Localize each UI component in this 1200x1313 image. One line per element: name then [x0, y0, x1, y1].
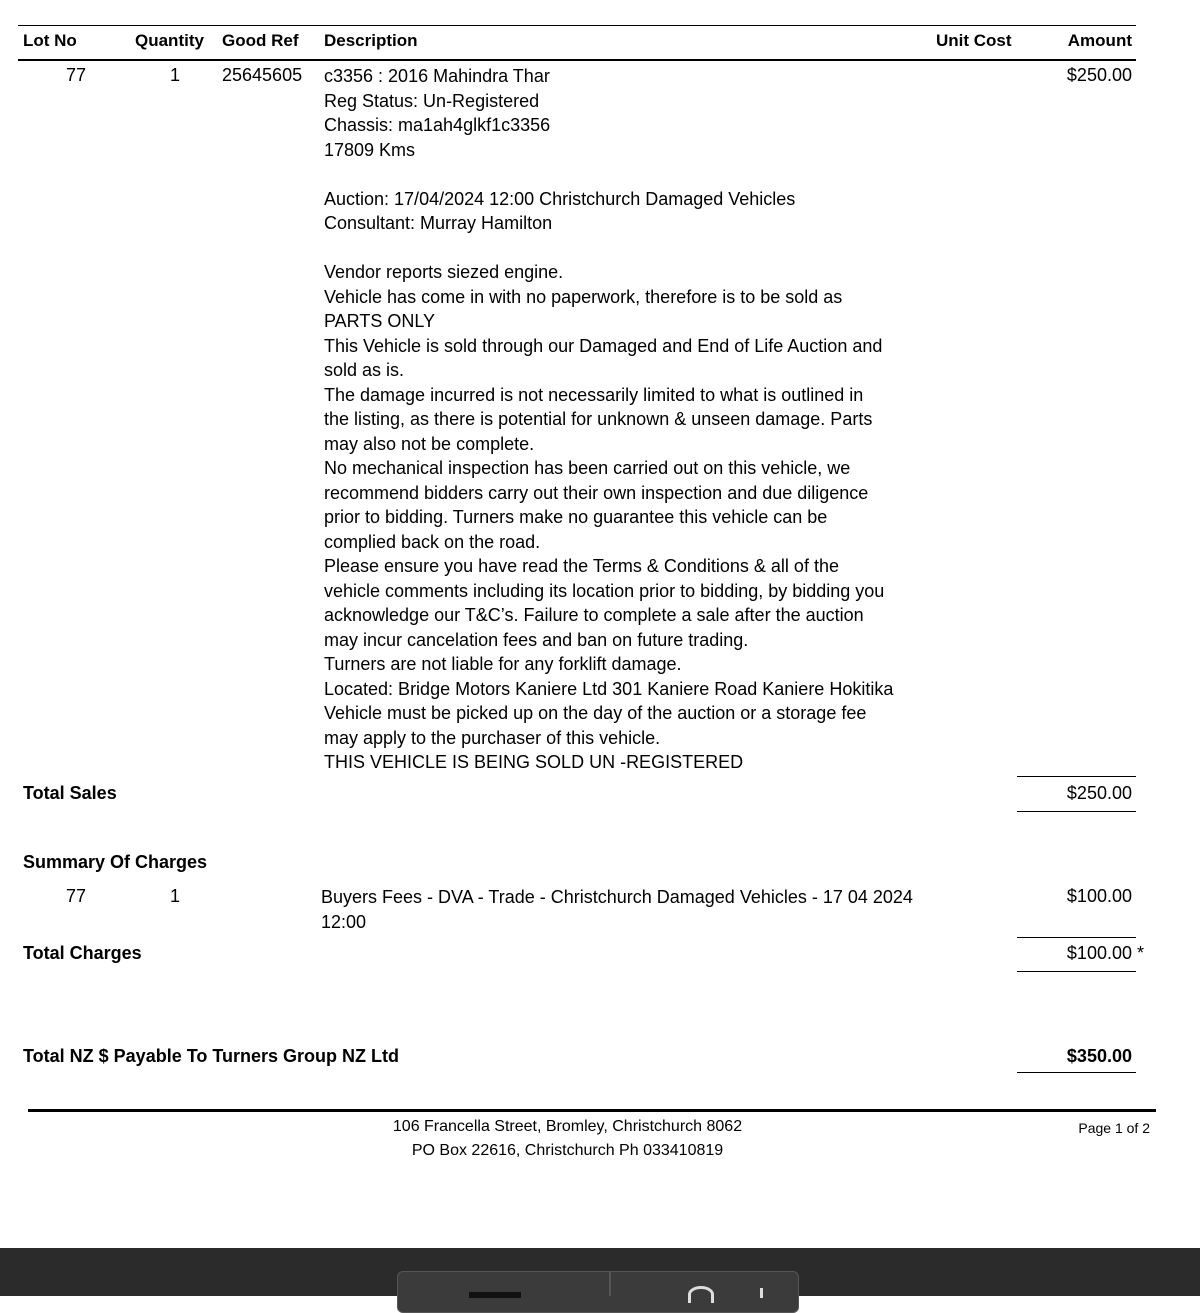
desc-line: No mechanical inspection has been carried out on this vehicle, we [324, 458, 851, 478]
item-amount: $250.00 [1066, 65, 1132, 85]
header-amount: Amount [1067, 31, 1132, 50]
total-payable-label: Total NZ $ Payable To Turners Group NZ Ltd [23, 1046, 400, 1066]
item-lot-no: 77 [65, 65, 86, 85]
summary-title: Summary Of Charges [23, 852, 208, 872]
total-charges-amount: $100.00 [1066, 943, 1132, 963]
item-quantity: 1 [169, 65, 180, 85]
page-thumbnail-icon[interactable] [469, 1292, 521, 1298]
footer-rule [28, 1109, 1156, 1112]
search-icon[interactable] [688, 1286, 714, 1303]
summary-description [321, 885, 913, 934]
header-description: Description [324, 31, 418, 50]
desc-line: may incur cancelation fees and ban on future trading. [324, 629, 749, 650]
desc-line: prior to bidding. Turners make no guarantee this vehicle can be [324, 507, 828, 527]
item-description [324, 64, 893, 775]
total-charges-bottom-rule [1017, 971, 1136, 972]
desc-line: Auction: 17/04/2024 12:00 Christchurch Damaged Vehicles [324, 188, 796, 209]
total-charges-label: Total Charges [23, 943, 142, 963]
summary-quantity: 1 [169, 886, 180, 906]
summary-lot-no: 77 [65, 886, 86, 906]
item-good-ref: 25645605 [222, 65, 303, 85]
desc-line: Reg Status: Un-Registered [324, 90, 540, 111]
header-bottom-rule [18, 59, 1136, 61]
desc-line: complied back on the road. [324, 531, 541, 552]
header-top-rule [18, 25, 1136, 26]
total-charges-top-rule [1017, 937, 1136, 938]
desc-line: recommend bidders carry out their own inspection and due diligence [324, 482, 869, 503]
summary-desc-line: Buyers Fees - DVA - Trade - Christchurch Damaged Vehicles - 17 04 2024 [321, 887, 913, 907]
header-good-ref: Good Ref [222, 31, 299, 50]
footer-address-line2: PO Box 22616, Christchurch Ph 033410819 [411, 1142, 724, 1159]
header-unit-cost: Unit Cost [936, 31, 1012, 50]
desc-line: Vehicle must be picked up on the day of the auction or a storage fee [324, 703, 867, 723]
desc-line [324, 162, 893, 187]
viewer-toolbar-divider [609, 1271, 611, 1296]
total-sales-top-rule [1017, 776, 1136, 777]
total-payable-rule [1017, 1072, 1136, 1073]
desc-line: Vendor reports siezed engine. [324, 262, 564, 282]
desc-line: vehicle comments including its location prior to bidding, by bidding you [324, 580, 885, 601]
desc-line: the listing, as there is potential for unknown & unseen damage. Parts [324, 409, 873, 429]
desc-line: Please ensure you have read the Terms & Conditions & all of the [324, 556, 839, 576]
desc-line: The damage incurred is not necessarily limited to what is outlined in [324, 384, 864, 405]
total-sales-amount: $250.00 [1066, 783, 1132, 803]
desc-line: Chassis: ma1ah4glkf1c3356 [324, 115, 551, 135]
footer-address-line1: 106 Francella Street, Bromley, Christchurch 8062 [392, 1118, 743, 1135]
desc-line: Vehicle has come in with no paperwork, therefore is to be sold as [324, 286, 843, 307]
desc-line: may apply to the purchaser of this vehicle. [324, 727, 661, 748]
desc-line [324, 236, 893, 261]
viewer-toolbar[interactable] [397, 1271, 799, 1313]
total-sales-label: Total Sales [23, 783, 117, 803]
summary-amount: $100.00 [1066, 886, 1132, 906]
desc-line: acknowledge our T&C’s. Failure to complete a sale after the auction [324, 605, 864, 625]
total-sales-bottom-rule [1017, 811, 1136, 812]
desc-line: THIS VEHICLE IS BEING SOLD UN -REGISTERED [324, 752, 744, 772]
desc-line: PARTS ONLY [324, 311, 436, 331]
desc-line: This Vehicle is sold through our Damaged and End of Life Auction and [324, 335, 883, 356]
desc-line: Consultant: Murray Hamilton [324, 213, 553, 233]
header-lot-no: Lot No [23, 31, 77, 50]
desc-line: sold as is. [324, 360, 405, 380]
desc-line: Turners are not liable for any forklift damage. [324, 654, 682, 674]
header-quantity: Quantity [135, 31, 204, 50]
summary-desc-line: 12:00 [321, 911, 367, 932]
total-charges-marker: * [1137, 943, 1145, 963]
desc-line: may also not be complete. [324, 433, 535, 454]
desc-line: Located: Bridge Motors Kaniere Ltd 301 Kaniere Road Kaniere Hokitika [324, 678, 894, 699]
desc-line: 17809 Kms [324, 139, 416, 160]
share-icon[interactable] [760, 1288, 763, 1298]
footer-page-number: Page 1 of 2 [1078, 1120, 1150, 1136]
desc-line: c3356 : 2016 Mahindra Thar [324, 66, 550, 86]
total-payable-amount: $350.00 [1066, 1046, 1132, 1066]
